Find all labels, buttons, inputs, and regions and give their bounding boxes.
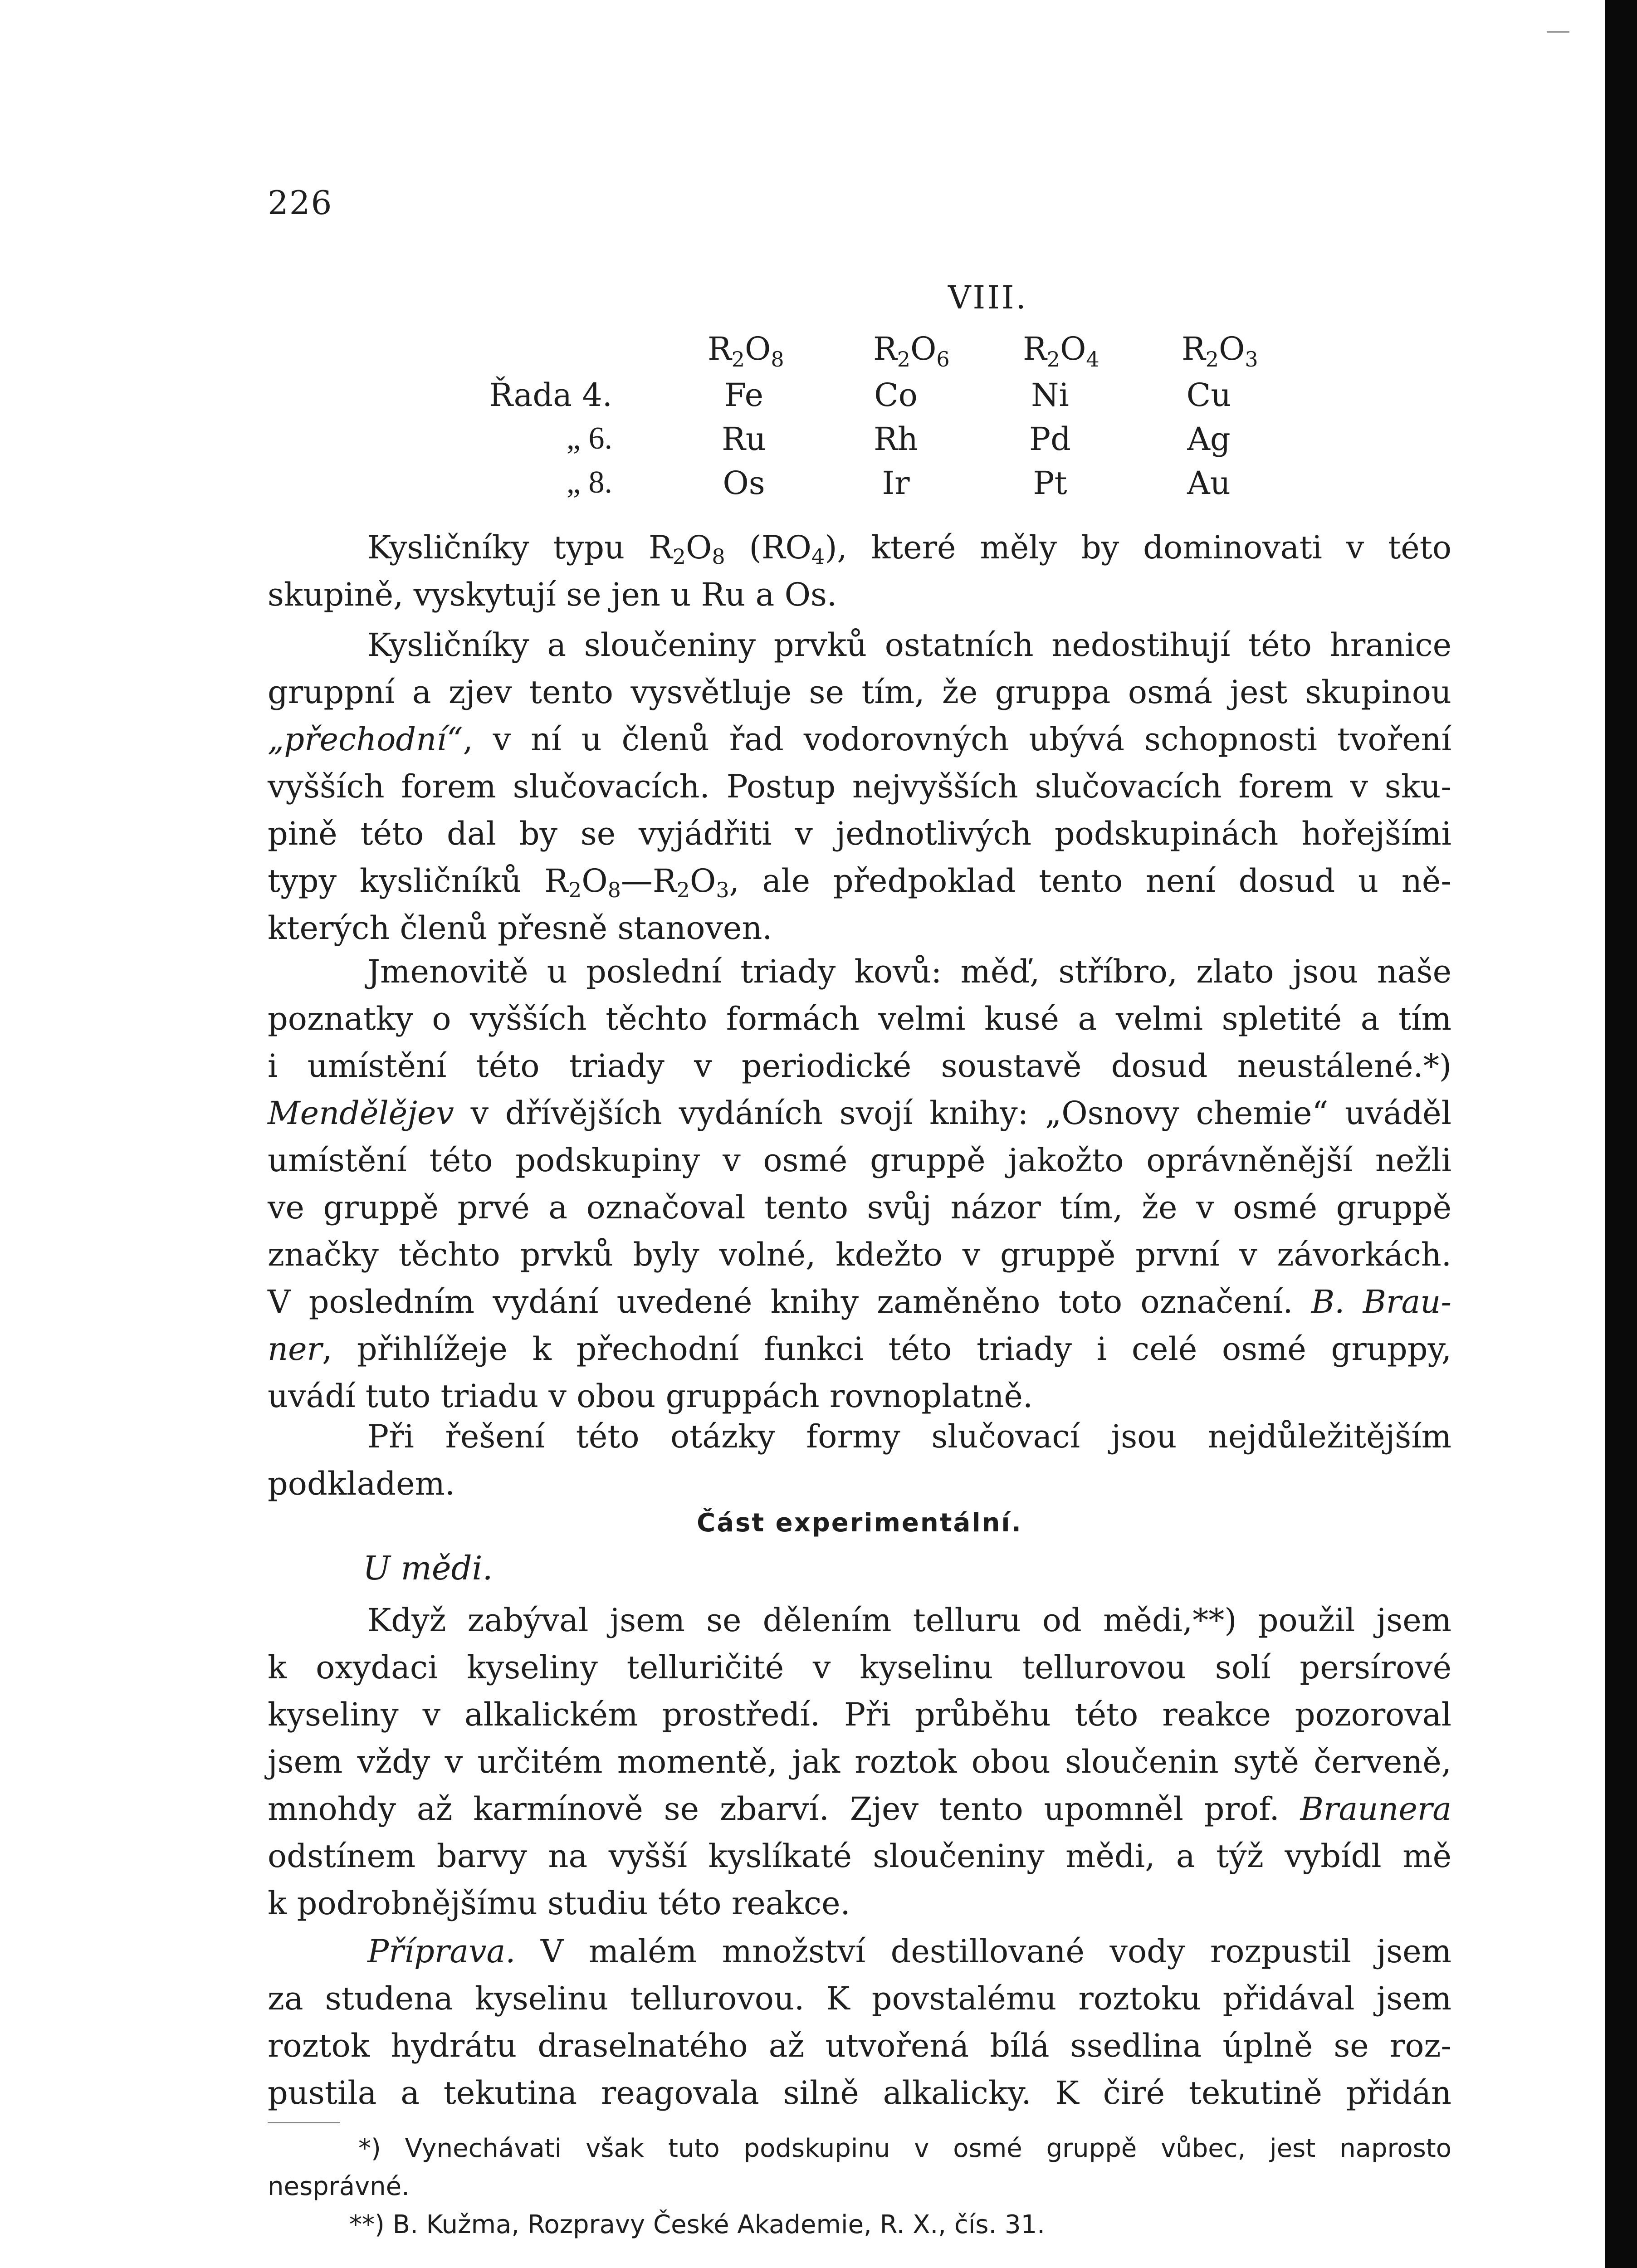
footnote-line: **) B. Kužma, Rozpravy České Akademie, R. X., čís. 31. — [349, 2210, 1046, 2239]
paragraph-compound-forms — [268, 1413, 1451, 1507]
table-cell: Ir — [882, 464, 910, 502]
row-label: Řada 4. — [489, 376, 612, 414]
subheading: U mědi. — [363, 1549, 493, 1587]
text-line: k oxydaci kyseliny telluričité v kyselinu tellurovou solí persírové — [268, 1649, 1451, 1686]
table-row — [0, 420, 1637, 461]
text-line: odstínem barvy na vyšší kyslíkaté sloučeniny mědi, a týž vybídl mě — [268, 1838, 1451, 1875]
text-line: jsem vždy v určitém momentě, jak roztok obou sloučenin sytě červeně, — [268, 1743, 1451, 1780]
text-line: ner, přihlížeje k přechodní funkci této triady i celé osmé gruppy, — [268, 1330, 1451, 1368]
table-row — [0, 464, 1637, 505]
text-line: podkladem. — [268, 1465, 455, 1502]
footnote-1 — [268, 2130, 1451, 2206]
text-line: Při řešení této otázky formy slučovací jsou nejdůležitějším — [367, 1418, 1451, 1455]
oxide-type-r2o4: $R_2O_4$ — [1023, 330, 1099, 371]
text-line: poznatky o vyšších těchto formách velmi kusé a velmi spletité a tím — [268, 1000, 1451, 1037]
table-cell: Rh — [874, 420, 918, 458]
text-line: vyšších forem slučovacích. Postup nejvyšších slučovacích forem v sku- — [268, 768, 1451, 805]
text-line: Když zabýval jsem se dělením telluru od mědi,**) použil jsem — [367, 1602, 1451, 1639]
text-line: i umístění této triady v periodické soustavě dosud neustálené.*) — [268, 1047, 1451, 1085]
table-cell: Ru — [722, 420, 766, 458]
table-cell: Pd — [1029, 420, 1071, 458]
text-line: ve gruppě prvé a označoval tento svůj názor tím, že v osmé gruppě — [268, 1189, 1451, 1226]
table-cell: Os — [723, 464, 765, 502]
table-cell: Cu — [1186, 376, 1231, 414]
paragraph-copper-intro — [268, 1597, 1451, 1927]
oxide-type-r2o3: $R_2O_3$ — [1182, 330, 1258, 371]
text-line: pině této dal by se vyjádřiti v jednotlivých podskupinách hořejšími — [268, 815, 1451, 852]
text-line: mnohdy až karmínově se zbarví. Zjev tento upomněl prof. Braunera — [268, 1790, 1451, 1828]
text-line: Kysličníky a sloučeniny prvků ostatních nedostihují této hranice — [367, 626, 1451, 664]
text-line: kyseliny v alkalickém prostředí. Při průběhu této reakce pozoroval — [268, 1696, 1451, 1733]
footnote-divider — [268, 2122, 340, 2123]
text-line: „přechodní“, v ní u členů řad vodorovných ubývá schopnosti tvoření — [268, 721, 1451, 758]
footnote-line: *) Vynechávati však tuto podskupinu v osmé gruppě vůbec, jest naprosto — [358, 2134, 1451, 2163]
text-line: k podrobnějšímu studiu této reakce. — [268, 1885, 850, 1922]
row-label: „ 6. — [566, 421, 612, 456]
footnote-2 — [268, 2206, 1451, 2244]
oxide-type-r2o6: $R_2O_6$ — [873, 330, 950, 371]
footnote-line: nesprávné. — [268, 2172, 410, 2201]
text-line: Mendělějev v dřívějších vydáních svojí knihy: „Osnovy chemie“ uváděl — [268, 1095, 1451, 1132]
text-line: kterých členů přesně stanoven. — [268, 909, 772, 947]
oxide-type-r2o8: $R_2O_8$ — [708, 330, 784, 371]
row-label: „ 8. — [566, 465, 612, 500]
text-line: typy kysličníků $R_2O_8—R_2O_3$, ale předpoklad tento není dosud u ně- — [268, 862, 1451, 902]
table-row — [0, 376, 1637, 417]
text-line: gruppní a zjev tento vysvětluje se tím, že gruppa osmá jest skupinou — [268, 674, 1451, 711]
paragraph-copper-triad — [268, 948, 1451, 1420]
text-line: umístění této podskupiny v osmé gruppě jakožto oprávněnější nežli — [268, 1142, 1451, 1179]
paragraph-preparation — [268, 1928, 1451, 2116]
scan-mark — [1547, 31, 1569, 33]
text-line: Kysličníky typu $R_2O_8$ $(RO_4)$, které měly by dominovati v této — [367, 529, 1451, 569]
text-line: Příprava. V malém množství destillované vody rozpustil jsem — [367, 1933, 1451, 1970]
section-heading: VIII. — [948, 279, 1028, 316]
text-line: značky těchto prvků byly volné, kdežto v gruppě první v závorkách. — [268, 1236, 1451, 1273]
page-number: 226 — [268, 184, 333, 222]
table-cell: Pt — [1033, 464, 1067, 502]
paragraph-transition-group — [268, 621, 1451, 952]
paragraph-oxide-types — [268, 524, 1451, 618]
text-line: uvádí tuto triadu v obou gruppách rovnoplatně. — [268, 1378, 1033, 1415]
table-cell: Au — [1187, 464, 1231, 502]
text-line: roztok hydrátu draselnatého až utvořená bílá ssedlina úplně se roz- — [268, 2027, 1451, 2064]
table-cell: Ni — [1031, 376, 1069, 414]
text-line: Jmenovitě u poslední triady kovů: měď, stříbro, zlato jsou naše — [367, 953, 1451, 990]
text-line: pustila a tekutina reagovala silně alkalicky. K čiré tekutině přidán — [268, 2074, 1451, 2112]
table-cell: Ag — [1187, 420, 1231, 458]
table-cell: Fe — [724, 376, 764, 414]
text-line: skupině, vyskytují se jen u Ru a Os. — [268, 576, 837, 613]
table-cell: Co — [874, 376, 918, 414]
text-line: za studena kyselinu tellurovou. K povstalému roztoku přidával jsem — [268, 1980, 1451, 2017]
part-heading: Část experimentální. — [697, 1508, 1022, 1538]
oxide-type-header — [0, 330, 1637, 371]
text-line: V posledním vydání uvedené knihy zaměněno toto označení. B. Brau- — [268, 1283, 1451, 1320]
